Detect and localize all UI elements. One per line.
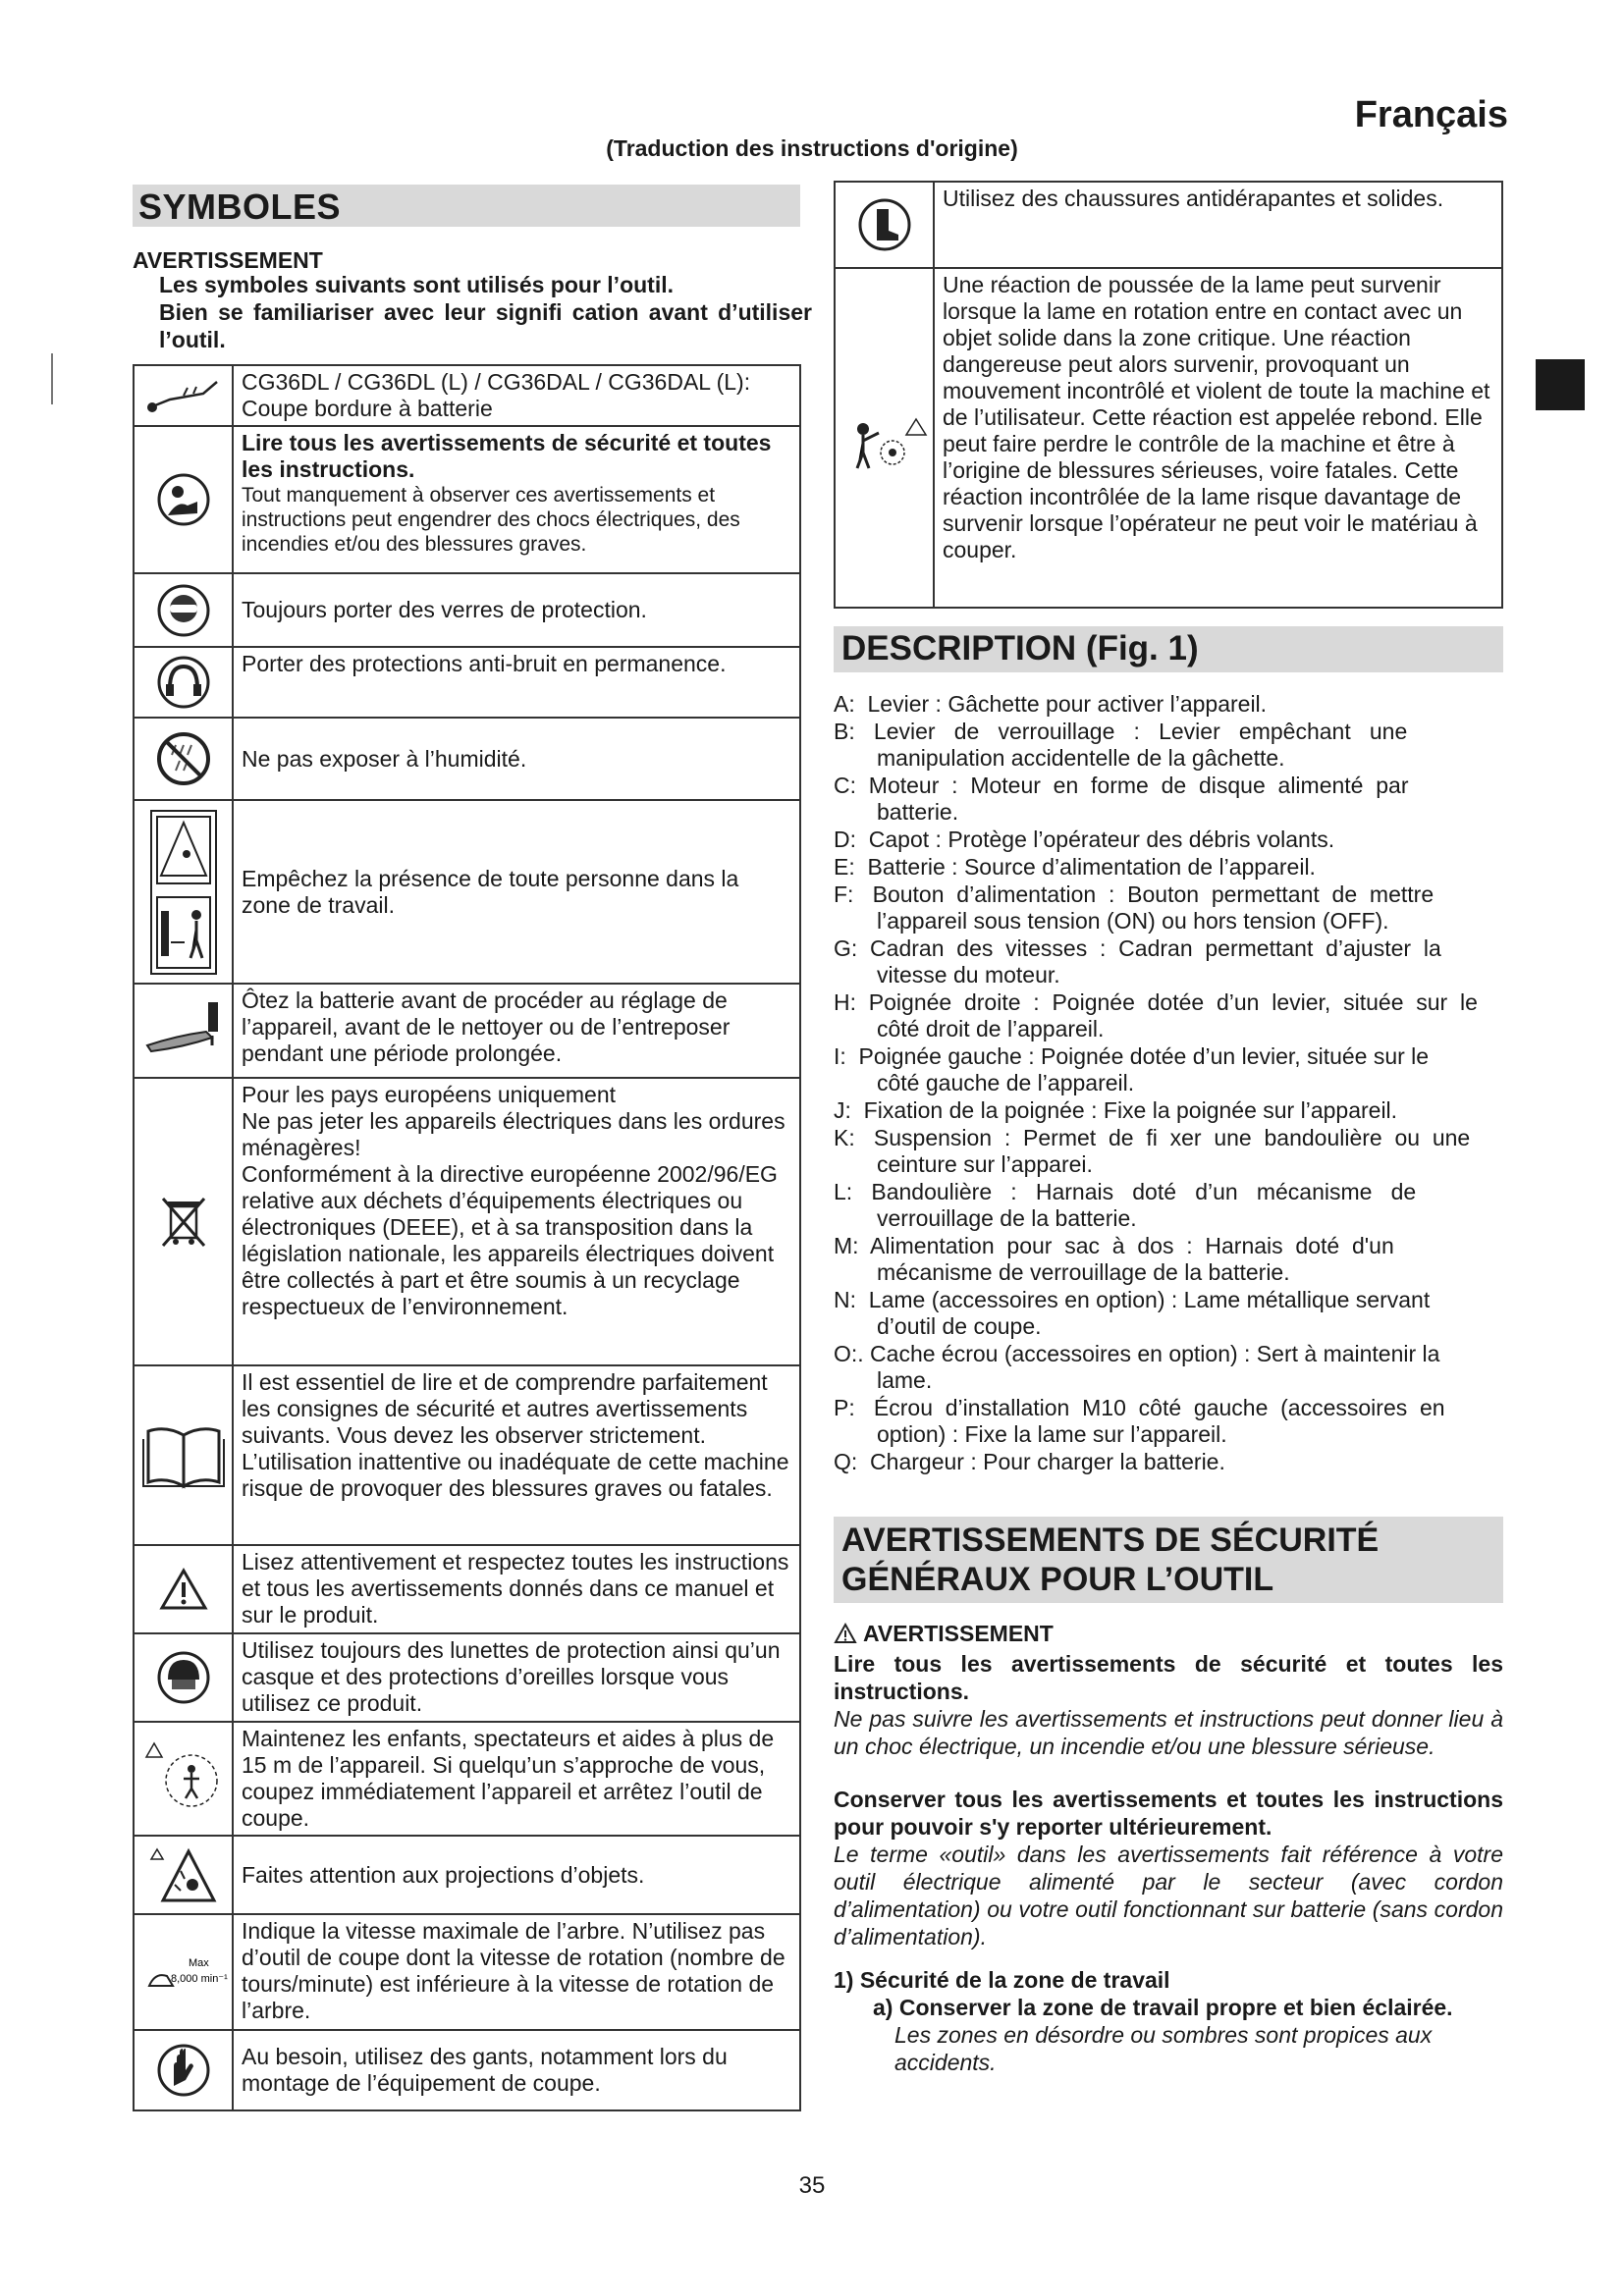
ear-protection-icon bbox=[134, 647, 233, 718]
safety-heading-line2: GÉNÉRAUX POUR L’OUTIL bbox=[841, 1561, 1274, 1598]
description-item-first: G: Cadran des vitesses : Cadran permettant d’ajuster la bbox=[834, 935, 1441, 961]
symbol-text: Indique la vitesse maximale de l’arbre. N’utilisez pas d’outil de coupe dont la vitesse de rotation (nombre de tours/minute) est inférieure à la vitesse de rotation de l’arbre. bbox=[233, 1914, 800, 2030]
description-item-continuation: batterie. bbox=[877, 799, 959, 825]
symbol-row bbox=[134, 365, 800, 426]
symbol-row bbox=[134, 800, 800, 984]
description-item bbox=[834, 1449, 1509, 1475]
description-item-first: J: Fixation de la poignée : Fixe la poignée sur l’appareil. bbox=[834, 1097, 1398, 1123]
symbol-row bbox=[134, 1365, 800, 1545]
description-item-first: P: Écrou d’installation M10 côté gauche (accessoires en bbox=[834, 1395, 1445, 1420]
boots-icon bbox=[835, 182, 934, 268]
safety-heading bbox=[834, 1517, 1503, 1603]
symbols-warning-line1: Les symboles suivants sont utilisés pour l’outil. bbox=[159, 272, 675, 297]
safety-content bbox=[834, 1620, 1503, 2076]
symbol-row bbox=[134, 1633, 800, 1722]
section-tab-marker bbox=[1536, 359, 1585, 410]
symbol-row bbox=[134, 1722, 800, 1836]
description-item bbox=[834, 1179, 1509, 1232]
symbol-text: CG36DL / CG36DL (L) / CG36DAL / CG36DAL (L): Coupe bordure à batterie bbox=[233, 365, 800, 426]
description-item bbox=[834, 691, 1509, 718]
symbol-bold-text: Lire tous les avertissements de sécurité et toutes les instructions. bbox=[242, 430, 772, 482]
weee-bin-icon bbox=[134, 1078, 233, 1365]
symbol-text: Faites attention aux projections d’objets. bbox=[233, 1836, 800, 1914]
symbol-row bbox=[134, 1078, 800, 1365]
right-symbols-table bbox=[834, 181, 1503, 609]
description-item-continuation: mécanisme de verrouillage de la batterie. bbox=[877, 1259, 1290, 1285]
symbol-text: Ôtez la batterie avant de procéder au réglage de l’appareil, avant de le nettoyer ou de l’entreposer pendant une période prolongée. bbox=[233, 984, 800, 1078]
description-item-first: B: Levier de verrouillage : Levier empêchant une bbox=[834, 719, 1408, 744]
symbol-text: Il est essentiel de lire et de comprendre parfaitement les consignes de sécurité et autres avertissements suivants. Vous devez les observer strictement. L’utilisation inattentive ou inadéquate de cette machine risque de provoquer des blessures graves ou fatales. bbox=[233, 1365, 800, 1545]
no-rain-icon bbox=[134, 718, 233, 800]
description-item-first: O:. Cache écrou (accessoires en option) : Sert à maintenir la bbox=[834, 1341, 1440, 1366]
description-item-continuation: option) : Fixe la lame sur l’appareil. bbox=[877, 1421, 1227, 1447]
symbol-row bbox=[134, 2030, 800, 2110]
symbols-heading: SYMBOLES bbox=[133, 185, 800, 227]
description-item-first: A: Levier : Gâchette pour activer l’appareil. bbox=[834, 691, 1268, 717]
description-item-first: D: Capot : Protège l’opérateur des débris volants. bbox=[834, 827, 1335, 852]
description-item bbox=[834, 989, 1509, 1042]
description-item-continuation: ceinture sur l’apparei. bbox=[877, 1151, 1093, 1177]
description-item-first: E: Batterie : Source d’alimentation de l’appareil. bbox=[834, 854, 1316, 880]
page-number: 35 bbox=[798, 2172, 826, 2199]
symbol-text: Tout manquement à observer ces avertissements et instructions peut engendrer des chocs électriques, des incendies et/ou des blessures graves. bbox=[242, 484, 740, 556]
symbol-text: Maintenez les enfants, spectateurs et aides à plus de 15 m de l’appareil. Si quelqu’un s’approche de vous, coupez immédiatement l’appareil et arrêtez l’outil de coupe. bbox=[233, 1722, 800, 1836]
description-item bbox=[834, 719, 1509, 772]
safety-p2-italic: Le terme «outil» dans les avertissements fait référence à votre outil électrique alimenté par le secteur (avec cordon d’alimentation) ou votre outil fonctionnant sur batterie (sans cordon d’alimentation). bbox=[834, 1842, 1503, 1949]
description-item-continuation: l’appareil sous tension (ON) ou hors tension (OFF). bbox=[877, 908, 1389, 934]
description-item-first: N: Lame (accessoires en option) : Lame métallique servant bbox=[834, 1287, 1431, 1312]
symbol-text: Utilisez toujours des lunettes de protection ainsi qu’un casque et des protections d’oreilles lorsque vous utilisez ce produit. bbox=[233, 1633, 800, 1722]
translation-subtitle: (Traduction des instructions d'origine) bbox=[606, 135, 1018, 161]
warning-triangle-icon bbox=[134, 1545, 233, 1633]
description-item bbox=[834, 1341, 1509, 1394]
description-item-first: H: Poignée droite : Poignée dotée d’un levier, située sur le bbox=[834, 989, 1478, 1015]
description-item-first: C: Moteur : Moteur en forme de disque alimenté par bbox=[834, 773, 1409, 798]
open-book-icon bbox=[134, 1365, 233, 1545]
distance-15m-icon bbox=[134, 1722, 233, 1836]
margin-mark bbox=[51, 353, 53, 404]
safety-warning-label: AVERTISSEMENT bbox=[863, 1621, 1054, 1646]
description-item-first: M: Alimentation pour sac à dos : Harnais doté d'un bbox=[834, 1233, 1394, 1258]
description-item-continuation: côté gauche de l’appareil. bbox=[877, 1070, 1135, 1095]
safety-s1a-bold: a) Conserver la zone de travail propre et bien éclairée. bbox=[873, 1995, 1453, 2020]
symbol-row bbox=[134, 573, 800, 647]
keep-away-icon bbox=[134, 800, 233, 984]
max-label: Max bbox=[188, 1957, 209, 1969]
symbols-warning-line2: Bien se familiariser avec leur signifi cation avant d’utiliser l’outil. bbox=[159, 299, 812, 352]
description-item bbox=[834, 773, 1509, 826]
symbol-row bbox=[134, 718, 800, 800]
description-item-continuation: vitesse du moteur. bbox=[877, 962, 1060, 988]
safety-p1-bold: Lire tous les avertissements de sécurité et toutes les instructions. bbox=[834, 1651, 1503, 1704]
description-item-continuation: lame. bbox=[877, 1367, 933, 1393]
description-item-first: Q: Chargeur : Pour charger la batterie. bbox=[834, 1449, 1225, 1474]
symbol-row bbox=[134, 1914, 800, 2030]
symbols-warning-heading: AVERTISSEMENT bbox=[133, 247, 323, 273]
symbol-text: Au besoin, utilisez des gants, notamment lors du montage de l’équipement de coupe. bbox=[233, 2030, 800, 2110]
max-speed-icon bbox=[134, 1914, 233, 2030]
description-heading: DESCRIPTION (Fig. 1) bbox=[834, 626, 1503, 672]
safety-p2-bold: Conserver tous les avertissements et toutes les instructions pour pouvoir s'y reporter ultérieurement. bbox=[834, 1787, 1503, 1840]
description-list bbox=[834, 691, 1509, 1476]
trimmer-icon bbox=[134, 365, 233, 426]
safety-p1-italic: Ne pas suivre les avertissements et instructions peut donner lieu à un choc électrique, un incendie et/ou une blessure sérieuse. bbox=[834, 1706, 1503, 1759]
description-item bbox=[834, 1287, 1509, 1340]
description-item bbox=[834, 1233, 1509, 1286]
kickback-icon bbox=[835, 268, 934, 608]
safety-warning-row bbox=[834, 1620, 1503, 1650]
symbol-text-cell bbox=[233, 1078, 800, 1365]
symbol-row bbox=[134, 1836, 800, 1914]
description-item bbox=[834, 1125, 1509, 1178]
symbol-row bbox=[134, 1545, 800, 1633]
description-item-continuation: manipulation accidentelle de la gâchette. bbox=[877, 745, 1285, 771]
description-item bbox=[834, 935, 1509, 988]
safety-s1a-italic: Les zones en désordre ou sombres sont propices aux accidents. bbox=[894, 2022, 1433, 2075]
symbol-text: Une réaction de poussée de la lame peut survenir lorsque la lame en rotation entre en contact avec un objet solide dans la zone critique. Une réaction dangereuse peut alors survenir, provoquant un mouvement incontrôlé et violent de toute la machine et de l’utilisateur. Cette réaction est appelée rebond. Elle peut faire perdre le contrôle de la machine et être à l’origine de blessures sérieuses, voire fatales. Cette réaction incontrôlée de la lame risque davantage de survenir lorsque l’opérateur ne peut voir le matériau à couper. bbox=[934, 268, 1502, 608]
safety-heading-line1: AVERTISSEMENTS DE SÉCURITÉ bbox=[841, 1522, 1380, 1559]
rpm-label: 8,000 min⁻¹ bbox=[170, 1973, 228, 1985]
warning-triangle-icon bbox=[834, 1623, 857, 1650]
symbol-text: Toujours porter des verres de protection. bbox=[233, 573, 800, 647]
safety-s1-heading: 1) Sécurité de la zone de travail bbox=[834, 1967, 1170, 1993]
symbol-text: Porter des protections anti-bruit en permanence. bbox=[233, 647, 800, 718]
symbol-row bbox=[134, 647, 800, 718]
description-item-continuation: verrouillage de la batterie. bbox=[877, 1205, 1137, 1231]
description-item-continuation: d’outil de coupe. bbox=[877, 1313, 1042, 1339]
symbol-text: Lisez attentivement et respectez toutes les instructions et tous les avertissements donnés dans ce manuel et sur le produit. bbox=[233, 1545, 800, 1633]
description-item bbox=[834, 1043, 1509, 1096]
symbol-row bbox=[134, 984, 800, 1078]
description-item-continuation: côté droit de l’appareil. bbox=[877, 1016, 1105, 1041]
description-item bbox=[834, 1395, 1509, 1448]
symbol-text-line: Ne pas jeter les appareils électriques dans les ordures ménagères! bbox=[242, 1108, 785, 1160]
symbol-text-line: Pour les pays européens uniquement bbox=[242, 1082, 617, 1107]
description-item bbox=[834, 1097, 1509, 1124]
symbol-text: Utilisez des chaussures antidérapantes et solides. bbox=[934, 182, 1502, 268]
gloves-icon bbox=[134, 2030, 233, 2110]
helmet-icon bbox=[134, 1633, 233, 1722]
remove-battery-icon bbox=[134, 984, 233, 1078]
symbol-text: Ne pas exposer à l’humidité. bbox=[233, 718, 800, 800]
read-manual-icon bbox=[134, 426, 233, 573]
symbol-text-cell bbox=[233, 426, 800, 573]
symbol-text-line: Conformément à la directive européenne 2002/96/EG relative aux déchets d’équipements électriques ou électroniques (DEEE), et à sa transposition dans la législation nationale, les appareils électriques doivent être collectés à part et être soumis à un recyclage respectueux de l’environnement. bbox=[242, 1161, 778, 1319]
language-label: Français bbox=[1354, 94, 1508, 135]
symbols-warning-text bbox=[159, 271, 812, 353]
eye-protection-icon bbox=[134, 573, 233, 647]
description-item bbox=[834, 827, 1509, 853]
description-item-first: I: Poignée gauche : Poignée dotée d’un levier, située sur le bbox=[834, 1043, 1430, 1069]
symbol-text: Empêchez la présence de toute personne dans la zone de travail. bbox=[233, 800, 800, 984]
description-item bbox=[834, 881, 1509, 934]
description-item-first: K: Suspension : Permet de fi xer une bandoulière ou une bbox=[834, 1125, 1471, 1150]
description-item-first: L: Bandoulière : Harnais doté d’un mécanisme de bbox=[834, 1179, 1417, 1204]
symbol-row bbox=[134, 426, 800, 573]
projectile-icon bbox=[134, 1836, 233, 1914]
description-item bbox=[834, 854, 1509, 881]
symbol-row bbox=[835, 182, 1502, 268]
symbol-row bbox=[835, 268, 1502, 608]
symbols-table bbox=[133, 364, 801, 2111]
description-item-first: F: Bouton d’alimentation : Bouton permettant de mettre bbox=[834, 881, 1435, 907]
